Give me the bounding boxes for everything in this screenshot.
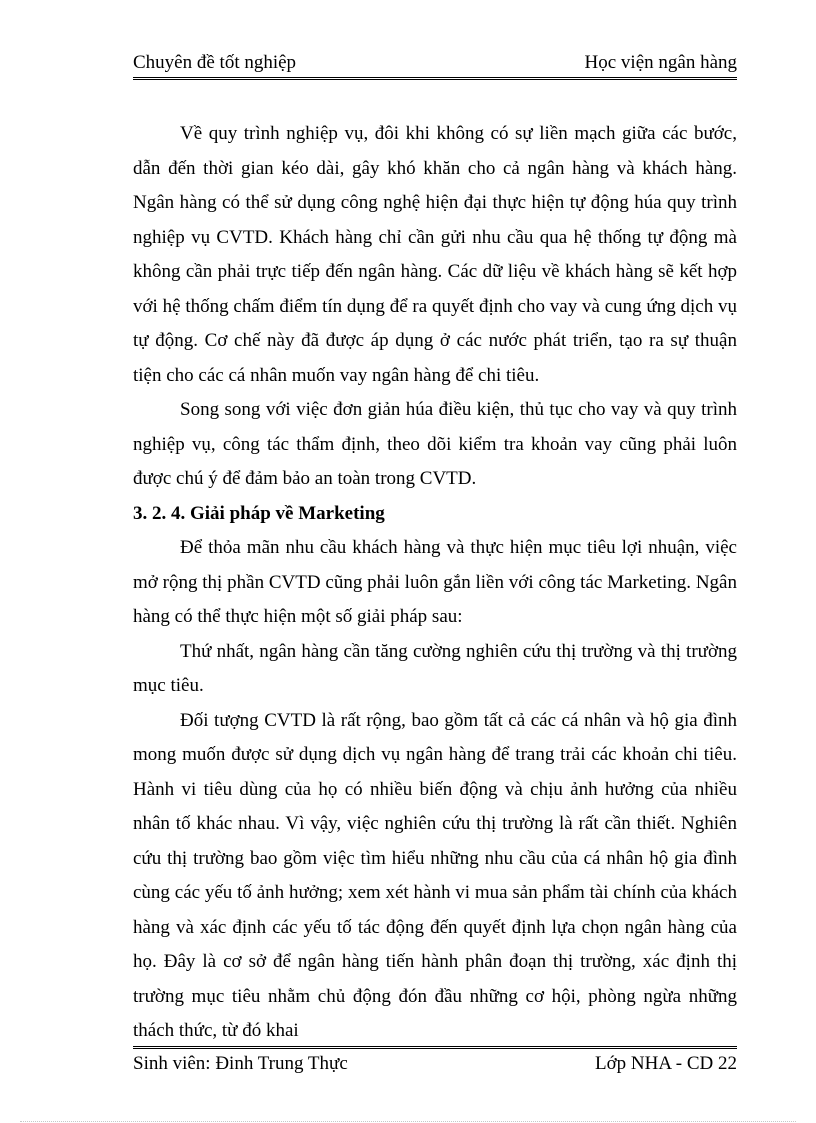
page-footer bbox=[133, 1046, 737, 1076]
page-body bbox=[133, 117, 737, 1049]
paragraph-marketing-intro: Để thỏa mãn nhu cầu khách hàng và thực hiện mục tiêu lợi nhuận, việc mở rộng thị phần CVTD cũng phải luôn gắn liền với công tác Marketing. Ngân hàng có thể thực hiện một số giải pháp sau: bbox=[133, 537, 737, 627]
section-heading-marketing: 3. 2. 4. Giải pháp về Marketing bbox=[133, 502, 385, 524]
footer-class-name: Lớp NHA - CD 22 bbox=[595, 1053, 737, 1074]
header-institution: Học viện ngân hàng bbox=[584, 52, 737, 73]
page-bottom-divider bbox=[20, 1121, 796, 1122]
paragraph-market-research: Đối tượng CVTD là rất rộng, bao gồm tất cả các cá nhân và hộ gia đình mong muốn được sử dụng dịch vụ ngân hàng để trang trải các khoản chi tiêu. Hành vi tiêu dùng của họ có nhiều biến động và chịu ảnh hưởng của nhiều nhân tố khác nhau. Vì vậy, việc nghiên cứu thị trường là rất cần thiết. Nghiên cứu thị trường bao gồm việc tìm hiểu những nhu cầu của cá nhân hộ gia đình cùng các yếu tố ảnh hưởng; xem xét hành vi mua sản phẩm tài chính của khách hàng và xác định các yếu tố tác động đến quyết định lựa chọn ngân hàng của họ. Đây là cơ sở để ngân hàng tiến hành phân đoạn thị trường, xác định thị trường mục tiêu nhằm chủ động đón đầu những cơ hội, phòng ngừa những thách thức, từ đó khai bbox=[133, 709, 737, 1041]
footer-student-name: Sinh viên: Đinh Trung Thực bbox=[133, 1053, 348, 1074]
page-header bbox=[133, 50, 737, 80]
header-document-type: Chuyên đề tốt nghiệp bbox=[133, 52, 297, 73]
paragraph-first-solution: Thứ nhất, ngân hàng cần tăng cường nghiên cứu thị trường và thị trường mục tiêu. bbox=[133, 640, 737, 696]
paragraph-appraisal: Song song với việc đơn giản húa điều kiện, thủ tục cho vay và quy trình nghiệp vụ, công tác thẩm định, theo dõi kiểm tra khoản vay cũng phải luôn được chú ý để đảm bảo an toàn trong CVTD. bbox=[133, 399, 737, 489]
paragraph-process: Về quy trình nghiệp vụ, đôi khi không có sự liền mạch giữa các bước, dẫn đến thời gian kéo dài, gây khó khăn cho cả ngân hàng và khách hàng. Ngân hàng có thể sử dụng công nghệ hiện đại thực hiện tự động húa quy trình nghiệp vụ CVTD. Khách hàng chỉ cần gửi nhu cầu qua hệ thống tự động mà không cần phải trực tiếp đến ngân hàng. Các dữ liệu về khách hàng sẽ kết hợp với hệ thống chấm điểm tín dụng để ra quyết định cho vay và cung ứng dịch vụ tự động. Cơ chế này đã được áp dụng ở các nước phát triển, tạo ra sự thuận tiện cho các cá nhân muốn vay ngân hàng để chi tiêu. bbox=[133, 123, 737, 386]
